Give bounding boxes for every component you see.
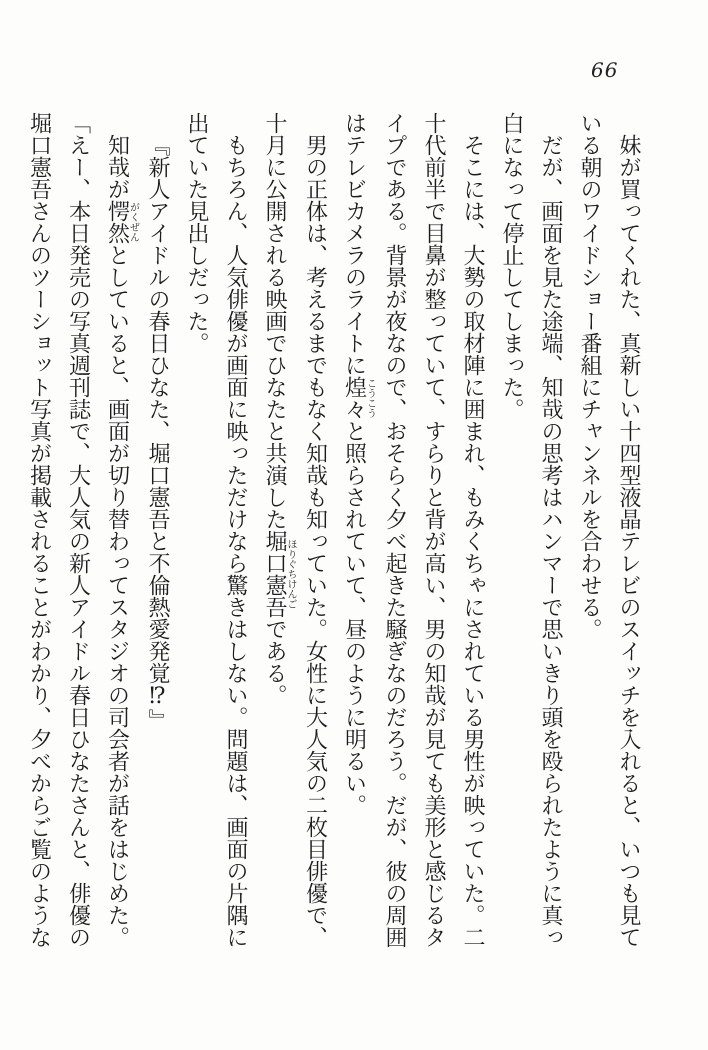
text-line: イプである。背景が夜なので、おそらく夕べ起きた騒ぎなのだろう。だが、彼の周囲: [382, 112, 407, 948]
text-block: [24, 112, 648, 948]
text-line: 十代前半で目鼻が整っていて、すらりと背が高い、男の知哉が見ても美形と感じるタ: [421, 112, 446, 948]
text-line: 男の正体は、考えるまでもなく知哉も知っていた。女性に大人気の二枚目俳優で、: [302, 134, 328, 948]
page-number: 66: [591, 58, 619, 82]
text-line: 妹が買ってくれた、真新しい十四型液晶テレビのスイッチを入れると、いつも見て: [616, 134, 641, 948]
text-line: 出ていた見出しだった。: [184, 112, 209, 354]
text-line: 十月に公開される映画でひなたと共演した堀口憲吾ほりぐちけんごである。: [262, 112, 296, 706]
ruby-annotated-word: 煌々こうこう: [341, 376, 376, 420]
text-line: だが、画面を見た途端、知哉の思考はハンマーで思いきり頭を殴られたように真っ: [538, 134, 563, 948]
text-line: そこには、大勢の取材陣に囲まれ、もみくちゃにされている男性が映っていた。二: [460, 134, 485, 948]
text-line: いる朝のワイドショー番組にチャンネルを合わせる。: [577, 112, 602, 640]
text-line: 知哉が愕然がくぜんとしていると、画面が切り替わってスタジオの司会者が話をはじめた。: [104, 134, 139, 948]
ruby-annotated-word: 堀口憲吾ほりぐちけんご: [262, 530, 296, 618]
text-line: 『新人アイドルの春日ひなた、堀口憲吾と不倫熱愛発覚⁉』: [145, 134, 170, 731]
text-line: もちろん、人気俳優が画面に映っただけなら驚きはしない。問題は、画面の片隅に: [223, 134, 248, 948]
ruby-annotated-word: 愕然がくぜん: [104, 200, 139, 244]
text-line: 堀口憲吾さんのツーショット写真が掲載されることがわかり、夕べからご覧のような: [26, 112, 52, 948]
text-line: 「えー、本日発売の写真週刊誌で、大人気の新人アイドル春日ひなたさんと、俳優の: [65, 112, 91, 948]
text-line: 白になって停止してしまった。: [499, 112, 524, 420]
text-line: はテレビカメラのライトに煌々こうこうと照らされていて、昼のように明るい。: [341, 112, 376, 816]
